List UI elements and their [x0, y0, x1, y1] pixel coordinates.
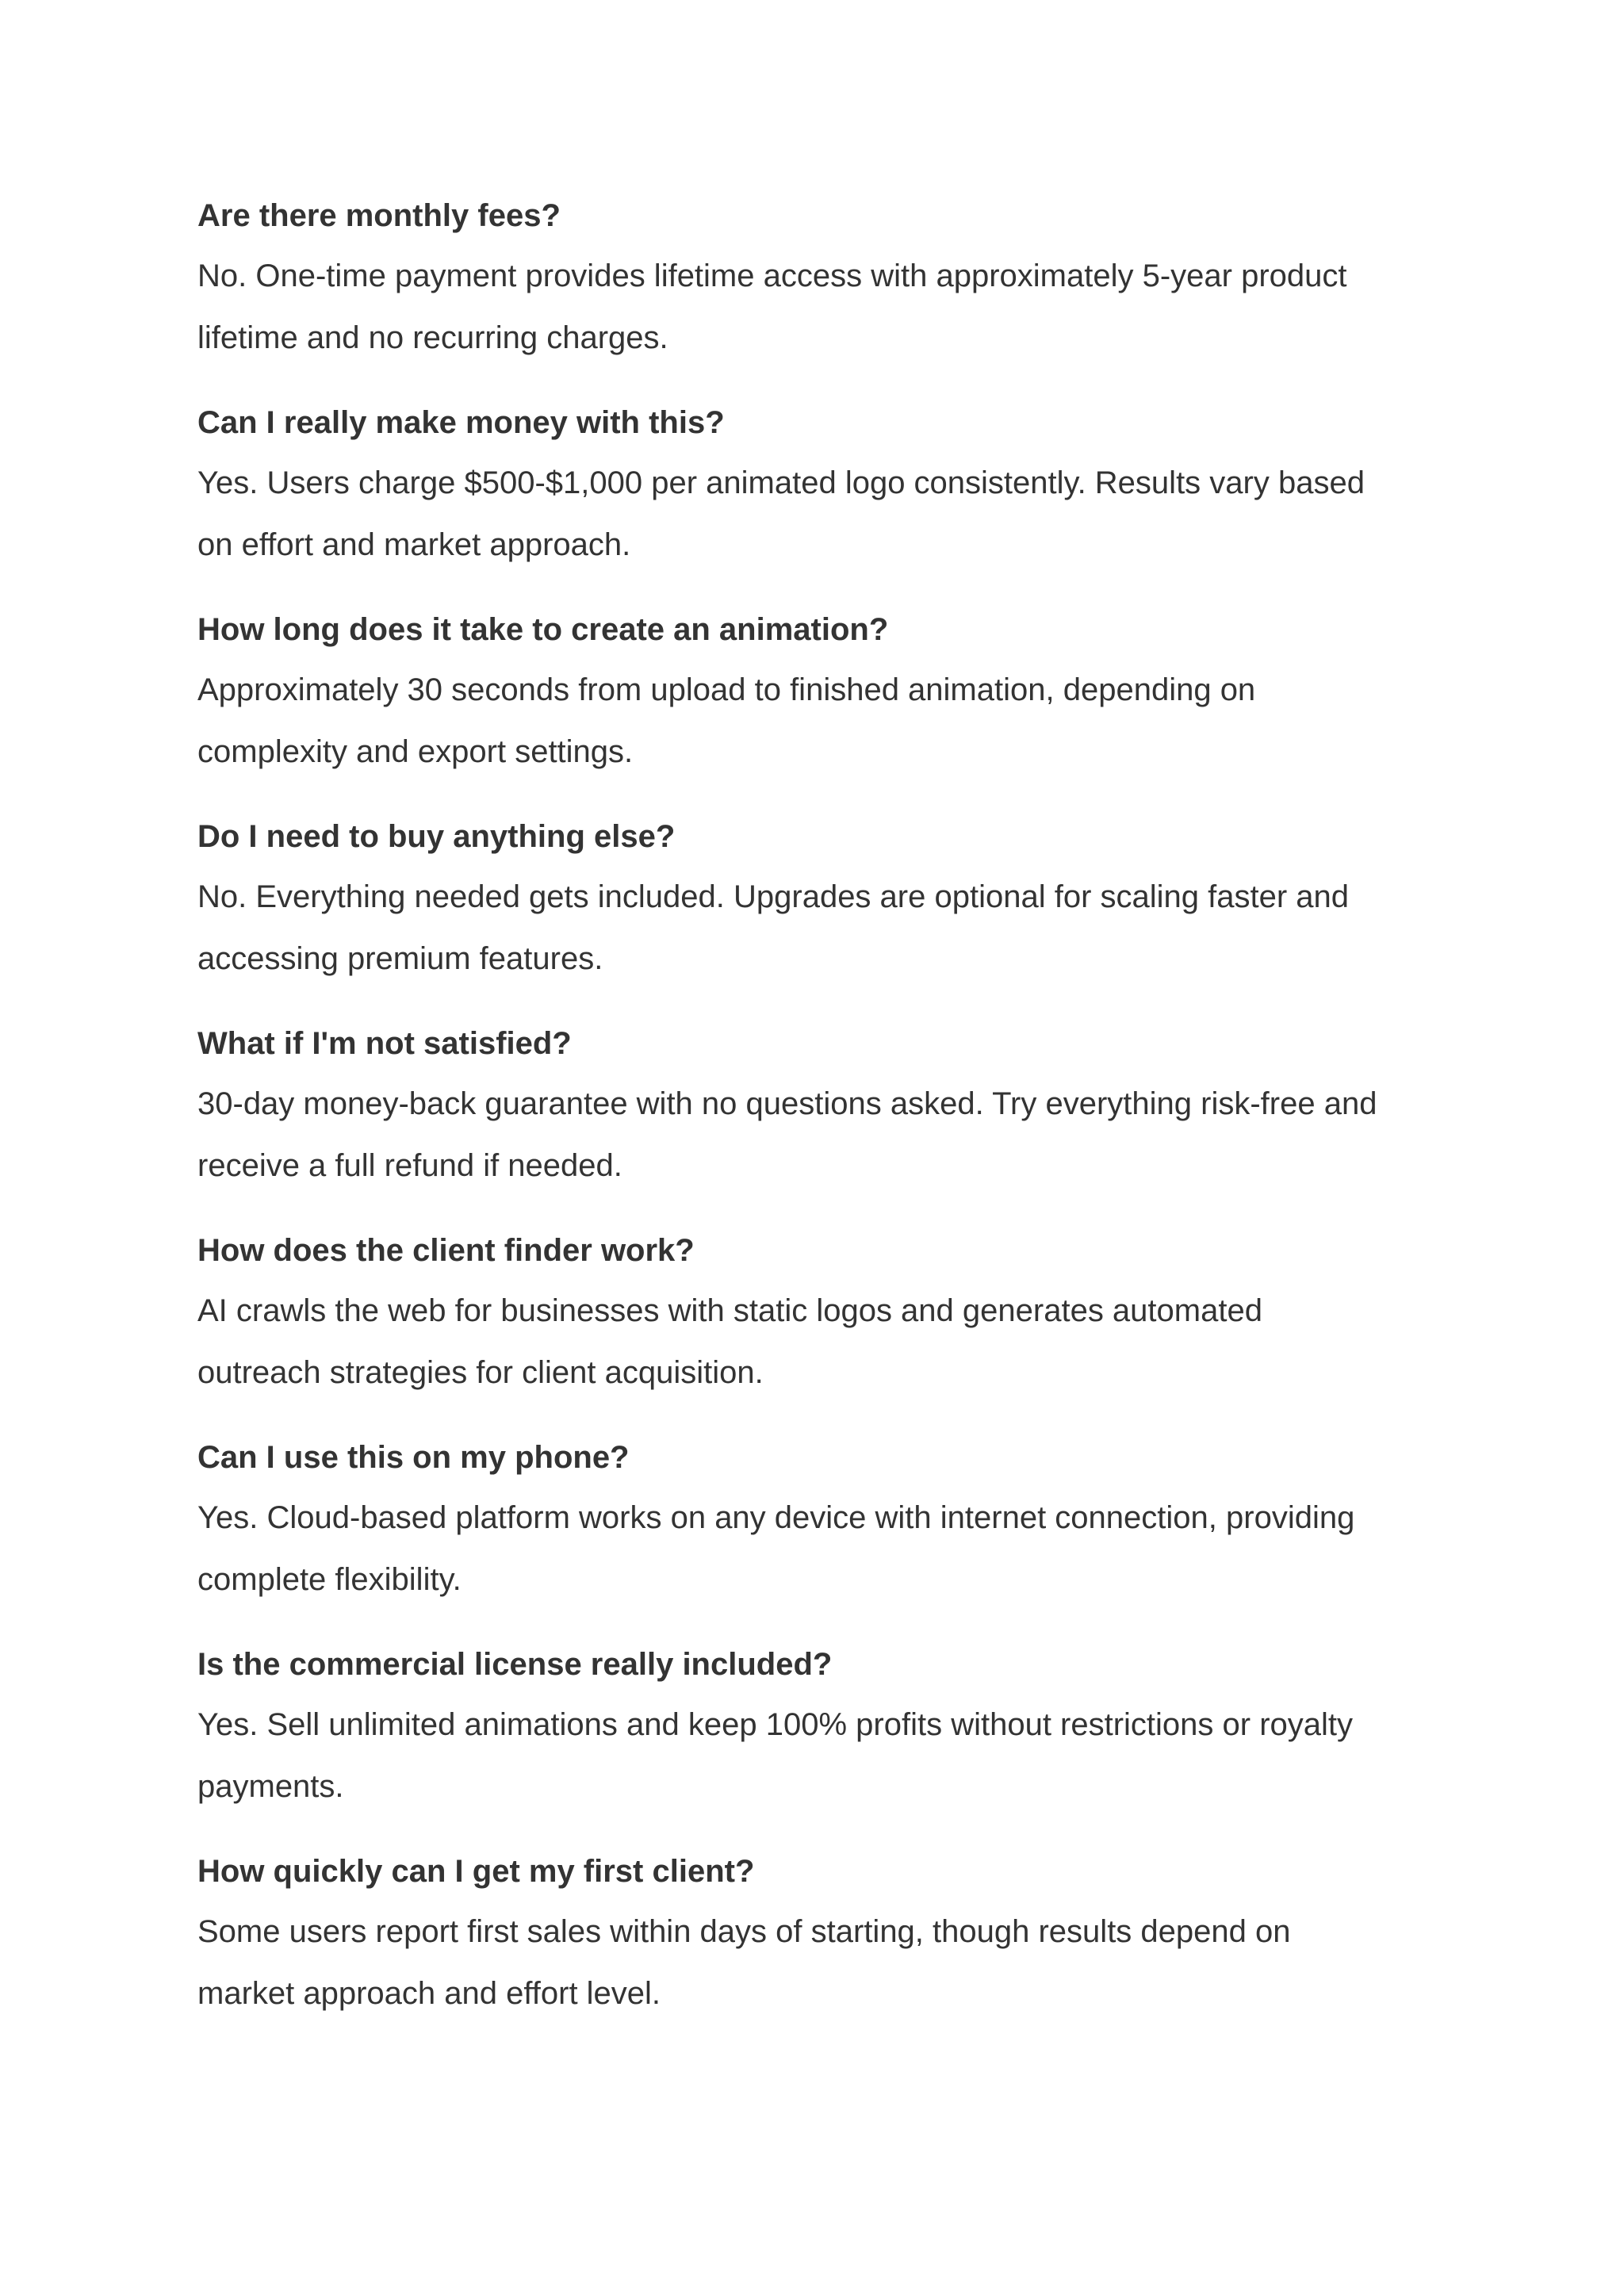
faq-answer-line: Yes. Cloud-based platform works on any device with internet connection, providing: [197, 1500, 1355, 1535]
faq-answer: [197, 1694, 1466, 1817]
faq-answer-line: lifetime and no recurring charges.: [197, 320, 668, 355]
faq-answer-line: No. Everything needed gets included. Upgrades are optional for scaling faster and: [197, 879, 1350, 914]
faq-item: [197, 195, 1466, 369]
faq-answer: [197, 1073, 1466, 1197]
faq-question: Can I really make money with this?: [197, 405, 725, 440]
faq-answer-line: accessing premium features.: [197, 941, 603, 976]
faq-answer-line: outreach strategies for client acquisition.: [197, 1355, 764, 1390]
faq-answer: [197, 659, 1466, 783]
faq-question: How long does it take to create an animation?: [197, 612, 889, 647]
faq-item: [197, 1644, 1466, 1817]
faq-item: [197, 609, 1466, 783]
faq-answer-line: receive a full refund if needed.: [197, 1148, 622, 1183]
faq-question: Can I use this on my phone?: [197, 1440, 630, 1475]
faq-answer-line: Some users report first sales within days of starting, though results depend on: [197, 1914, 1291, 1949]
faq-answer: [197, 1487, 1466, 1610]
faq-item: [197, 1437, 1466, 1610]
faq-answer-line: market approach and effort level.: [197, 1976, 661, 2011]
faq-question: Is the commercial license really included?: [197, 1647, 833, 1682]
faq-answer-line: complexity and export settings.: [197, 734, 634, 769]
faq-answer-line: complete flexibility.: [197, 1562, 462, 1597]
faq-answer: [197, 1901, 1466, 2024]
faq-answer-line: No. One-time payment provides lifetime access with approximately 5-year product: [197, 259, 1347, 293]
faq-answer-line: payments.: [197, 1769, 344, 1804]
faq-answer-line: Yes. Users charge $500-$1,000 per animated logo consistently. Results vary based: [197, 465, 1365, 500]
faq-answer-line: on effort and market approach.: [197, 527, 631, 562]
faq-question: Are there monthly fees?: [197, 198, 561, 233]
faq-answer-line: Yes. Sell unlimited animations and keep 100% profits without restrictions or royalty: [197, 1707, 1354, 1742]
faq-answer: [197, 452, 1466, 576]
faq-answer: [197, 866, 1466, 990]
faq-item: [197, 1023, 1466, 1197]
faq-item: [197, 1851, 1466, 2024]
faq-document: [197, 195, 1466, 2058]
faq-item: [197, 816, 1466, 990]
faq-question: How quickly can I get my first client?: [197, 1854, 755, 1889]
faq-answer-line: AI crawls the web for businesses with static logos and generates automated: [197, 1293, 1262, 1328]
faq-question: Do I need to buy anything else?: [197, 819, 676, 854]
faq-item: [197, 1230, 1466, 1404]
faq-answer-line: Approximately 30 seconds from upload to finished animation, depending on: [197, 672, 1256, 707]
faq-answer: [197, 245, 1466, 369]
faq-answer: [197, 1280, 1466, 1404]
faq-question: How does the client finder work?: [197, 1233, 695, 1268]
faq-question: What if I'm not satisfied?: [197, 1026, 572, 1061]
faq-item: [197, 402, 1466, 576]
faq-answer-line: 30-day money-back guarantee with no questions asked. Try everything risk-free and: [197, 1086, 1377, 1121]
